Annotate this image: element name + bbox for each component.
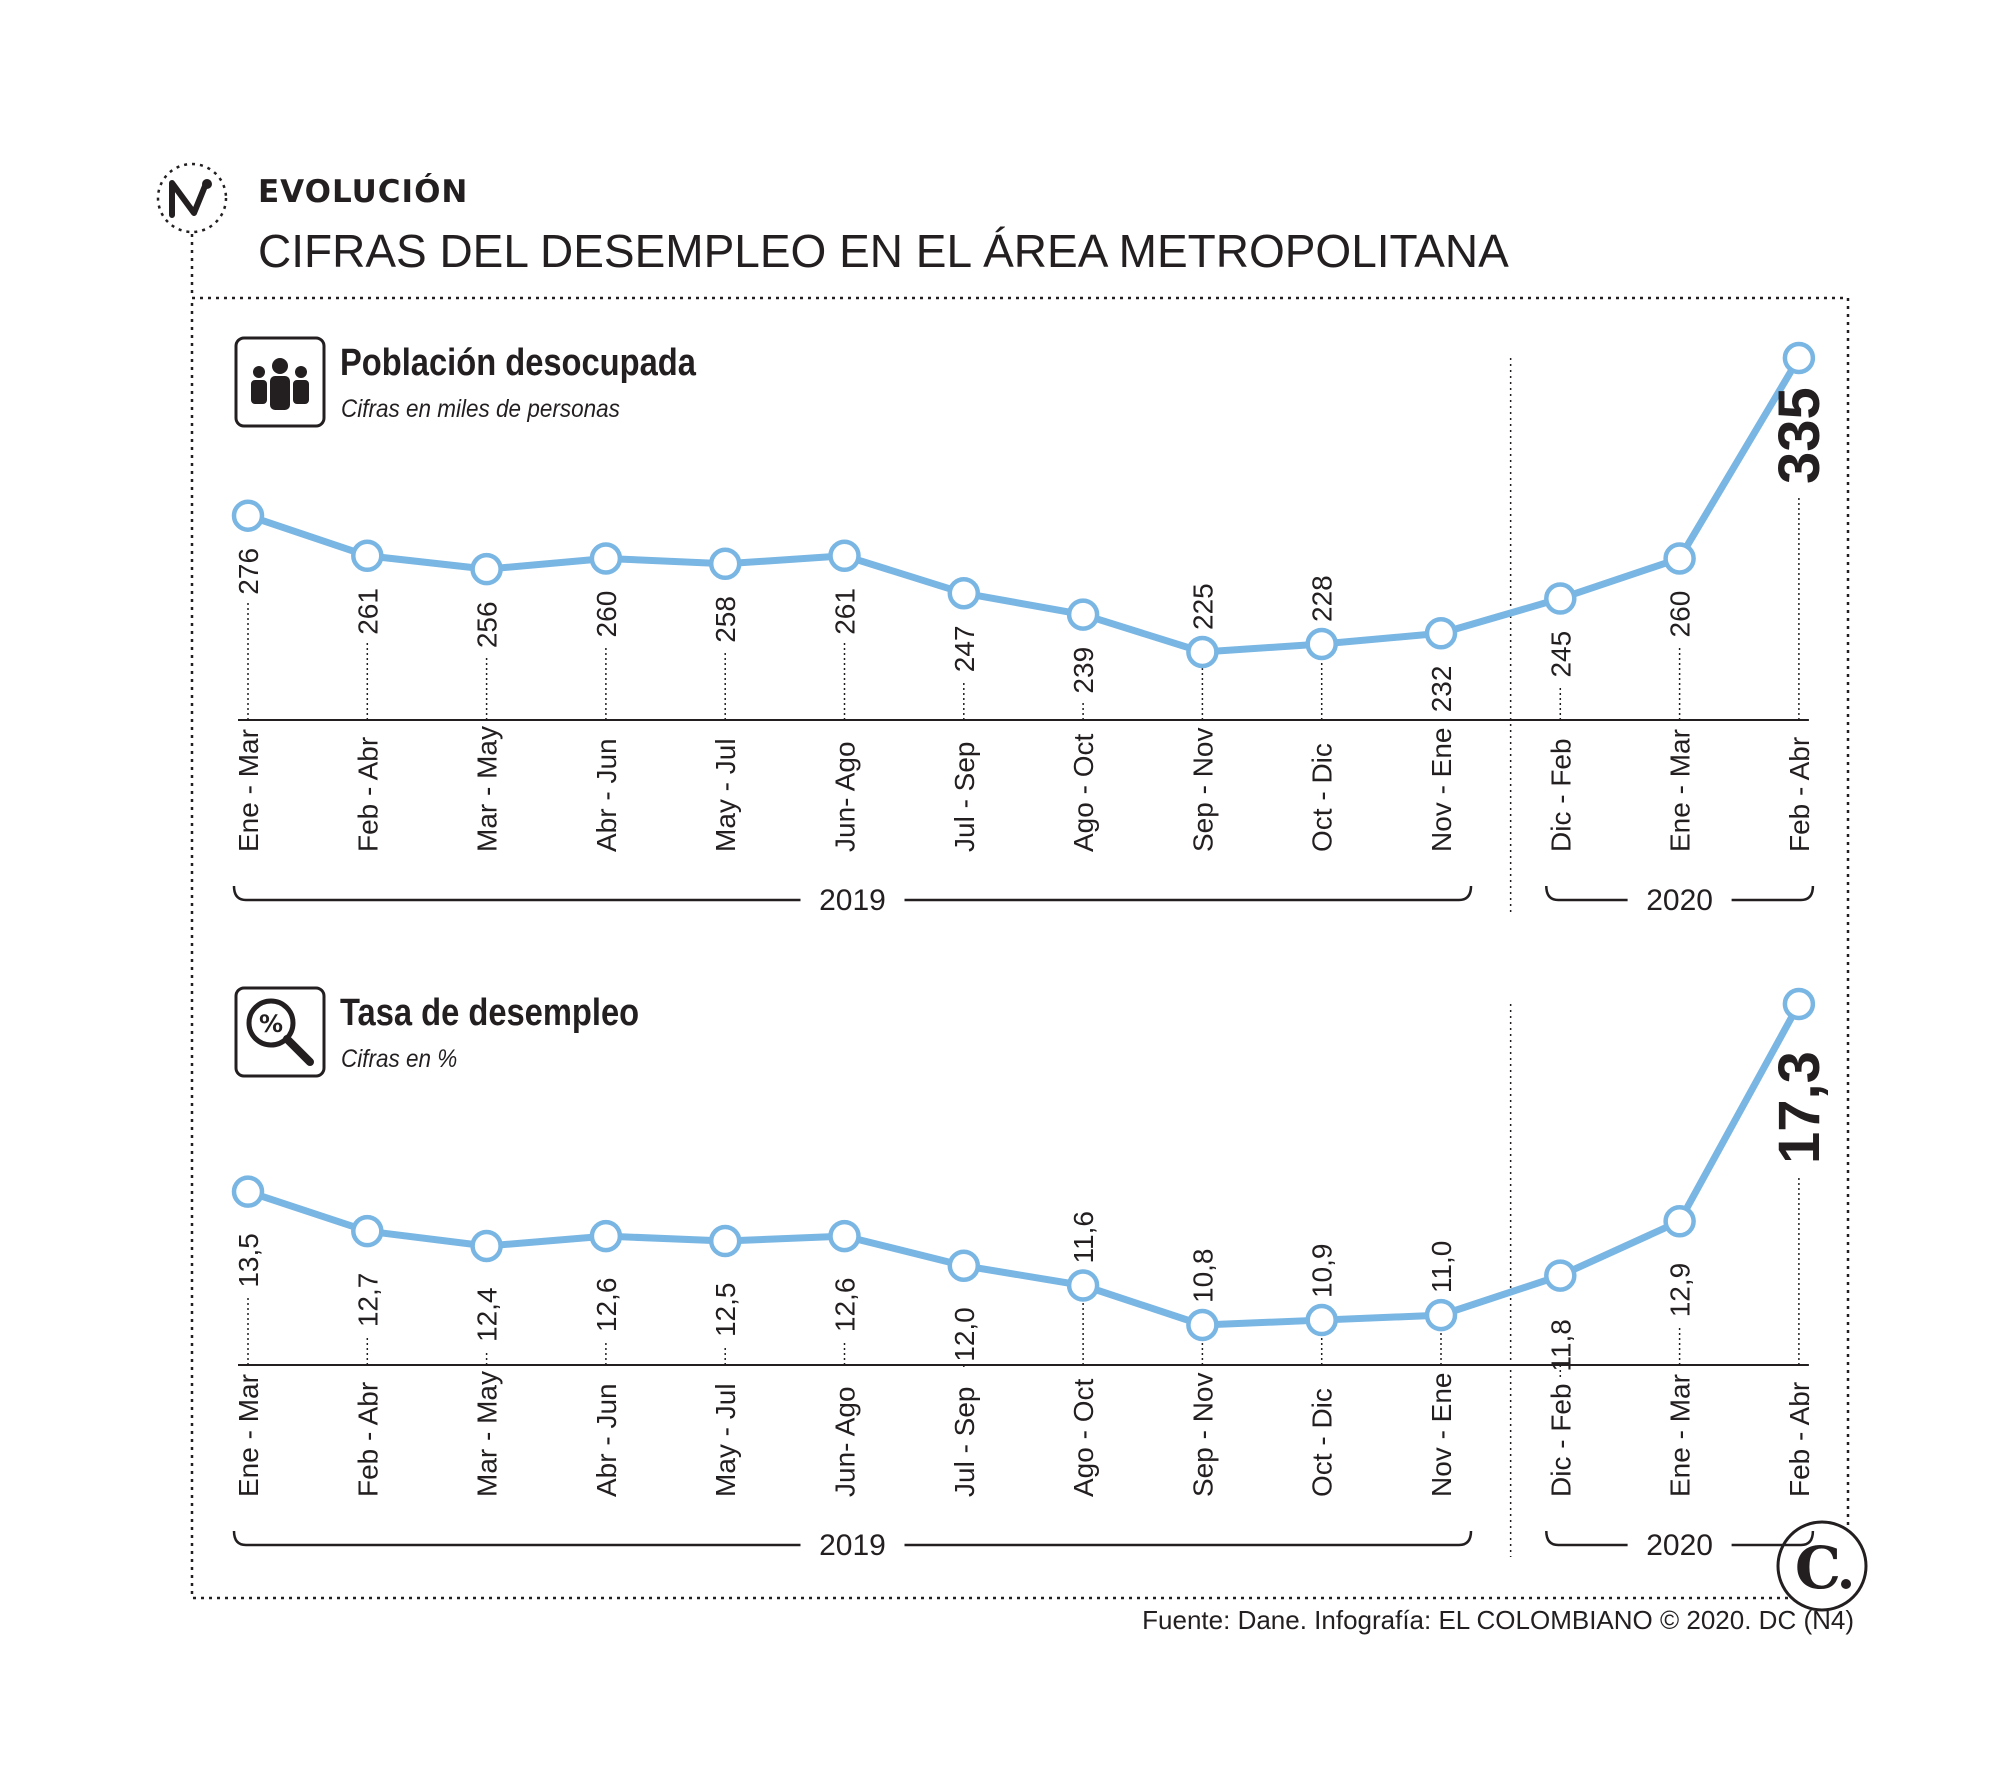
chart-2-title: Tasa de desempleo <box>340 992 640 1034</box>
x-tick-label: Jun- Ago <box>829 1386 861 1497</box>
data-label: 12,5 <box>710 1282 742 1338</box>
x-tick-label: May - Jul <box>710 738 742 852</box>
data-label: 239 <box>1068 646 1100 694</box>
year-label: 2019 <box>819 1529 886 1562</box>
data-point <box>1427 619 1455 647</box>
x-tick-label: Dic - Feb <box>1545 738 1577 852</box>
data-label: 12,7 <box>352 1272 384 1328</box>
data-point <box>1546 1262 1574 1290</box>
data-label: 12,6 <box>590 1277 622 1333</box>
x-tick-label: Feb - Abr <box>352 1381 384 1497</box>
data-point <box>1546 585 1574 613</box>
svg-text:%: % <box>258 1010 284 1038</box>
data-label: 276 <box>233 547 264 595</box>
data-label: 261 <box>352 588 384 635</box>
x-tick-label: Oct - Dic <box>1306 1388 1338 1497</box>
data-point <box>1069 1271 1097 1299</box>
data-point <box>950 579 978 607</box>
x-tick-label: Abr - Jun <box>590 1383 622 1497</box>
chart-2-subtitle: Cifras en % <box>341 1045 458 1073</box>
x-tick-label: Sep - Nov <box>1187 727 1219 852</box>
data-point <box>1785 990 1813 1018</box>
header-kicker: EVOLUCIÓN <box>258 174 469 210</box>
data-label: 258 <box>710 596 742 643</box>
x-tick-label: Jun- Ago <box>829 741 861 852</box>
page-title: CIFRAS DEL DESEMPLEO EN EL ÁREA METROPOLITANA <box>258 225 1509 277</box>
data-point <box>1188 638 1216 666</box>
data-label: 12,0 <box>948 1307 980 1362</box>
data-label: 11,0 <box>1426 1240 1457 1294</box>
data-label: 245 <box>1545 630 1577 678</box>
data-point <box>1308 630 1336 658</box>
data-label: 10,8 <box>1187 1248 1219 1303</box>
data-point <box>1666 1207 1694 1235</box>
x-tick-label: Ago - Oct <box>1068 1378 1100 1497</box>
x-tick-label: Ene - Mar <box>1664 1374 1696 1497</box>
data-point <box>1427 1301 1455 1329</box>
dotted-frame <box>192 298 1848 1598</box>
x-tick-label: Ago - Oct <box>1068 733 1100 852</box>
data-label: 17,3 <box>1766 1051 1832 1164</box>
data-point <box>592 1222 620 1250</box>
data-point <box>353 1217 381 1245</box>
x-tick-label: May - Jul <box>710 1383 742 1497</box>
x-tick-label: Feb - Abr <box>1783 1381 1815 1497</box>
magnifier-percent-icon <box>236 988 324 1076</box>
data-label: 256 <box>471 601 503 649</box>
x-tick-label: Abr - Jun <box>590 738 622 852</box>
data-point <box>831 1222 859 1250</box>
data-point <box>1308 1306 1336 1334</box>
data-point <box>711 1227 739 1255</box>
x-tick-label: Mar - May <box>471 1371 503 1497</box>
data-point <box>1785 344 1813 372</box>
x-tick-label: Sep - Nov <box>1187 1372 1219 1497</box>
x-tick-label: Feb - Abr <box>352 736 384 852</box>
data-label: 11,6 <box>1068 1211 1100 1264</box>
people-group-icon <box>236 338 324 426</box>
data-point <box>473 1232 501 1260</box>
data-point <box>234 502 262 530</box>
source-footer: Fuente: Dane. Infografía: EL COLOMBIANO © 2020. DC (N4) <box>1142 1605 1854 1635</box>
svg-text:C: C <box>1794 1534 1842 1602</box>
data-point <box>950 1252 978 1280</box>
chart-poblacion-desocupada <box>233 344 1832 917</box>
data-point <box>1188 1311 1216 1339</box>
data-label: 261 <box>829 588 861 635</box>
data-label: 228 <box>1306 575 1338 622</box>
x-tick-label: Ene - Mar <box>233 729 264 852</box>
x-tick-label: Nov - Ene <box>1426 727 1457 852</box>
data-label: 335 <box>1766 387 1832 484</box>
data-label: 12,4 <box>471 1287 503 1342</box>
data-point <box>473 555 501 583</box>
x-tick-label: Jul - Sep <box>948 741 980 852</box>
data-label: 11,8 <box>1545 1319 1577 1372</box>
chart-tasa-desempleo <box>233 990 1832 1562</box>
trend-zigzag-icon <box>158 164 226 232</box>
data-label: 247 <box>948 625 980 673</box>
data-point <box>831 542 859 570</box>
data-label: 13,5 <box>233 1233 264 1288</box>
data-label: 10,9 <box>1306 1243 1338 1299</box>
data-point <box>1666 544 1694 572</box>
x-tick-label: Feb - Abr <box>1783 736 1815 852</box>
year-label: 2020 <box>1646 884 1713 917</box>
data-point <box>353 542 381 570</box>
data-point <box>592 544 620 572</box>
data-label: 12,6 <box>829 1277 861 1333</box>
data-label: 225 <box>1187 583 1219 630</box>
x-tick-label: Jul - Sep <box>948 1386 980 1497</box>
x-tick-label: Ene - Mar <box>1664 729 1696 852</box>
x-tick-label: Nov - Ene <box>1426 1372 1457 1497</box>
year-label: 2020 <box>1646 1529 1713 1562</box>
data-label: 260 <box>1664 590 1696 638</box>
chart-1-subtitle: Cifras en miles de personas <box>341 395 620 423</box>
data-point <box>234 1178 262 1206</box>
chart-1-title: Población desocupada <box>340 342 696 384</box>
el-colombiano-logo <box>1778 1522 1866 1610</box>
data-point <box>711 550 739 578</box>
x-tick-label: Mar - May <box>471 726 503 852</box>
data-label: 232 <box>1426 665 1457 713</box>
data-point <box>1069 601 1097 629</box>
year-label: 2019 <box>819 884 886 917</box>
x-tick-label: Ene - Mar <box>233 1374 264 1497</box>
data-label: 12,9 <box>1664 1262 1696 1318</box>
data-label: 260 <box>590 590 622 638</box>
x-tick-label: Oct - Dic <box>1306 743 1338 852</box>
x-tick-label: Dic - Feb <box>1545 1383 1577 1497</box>
